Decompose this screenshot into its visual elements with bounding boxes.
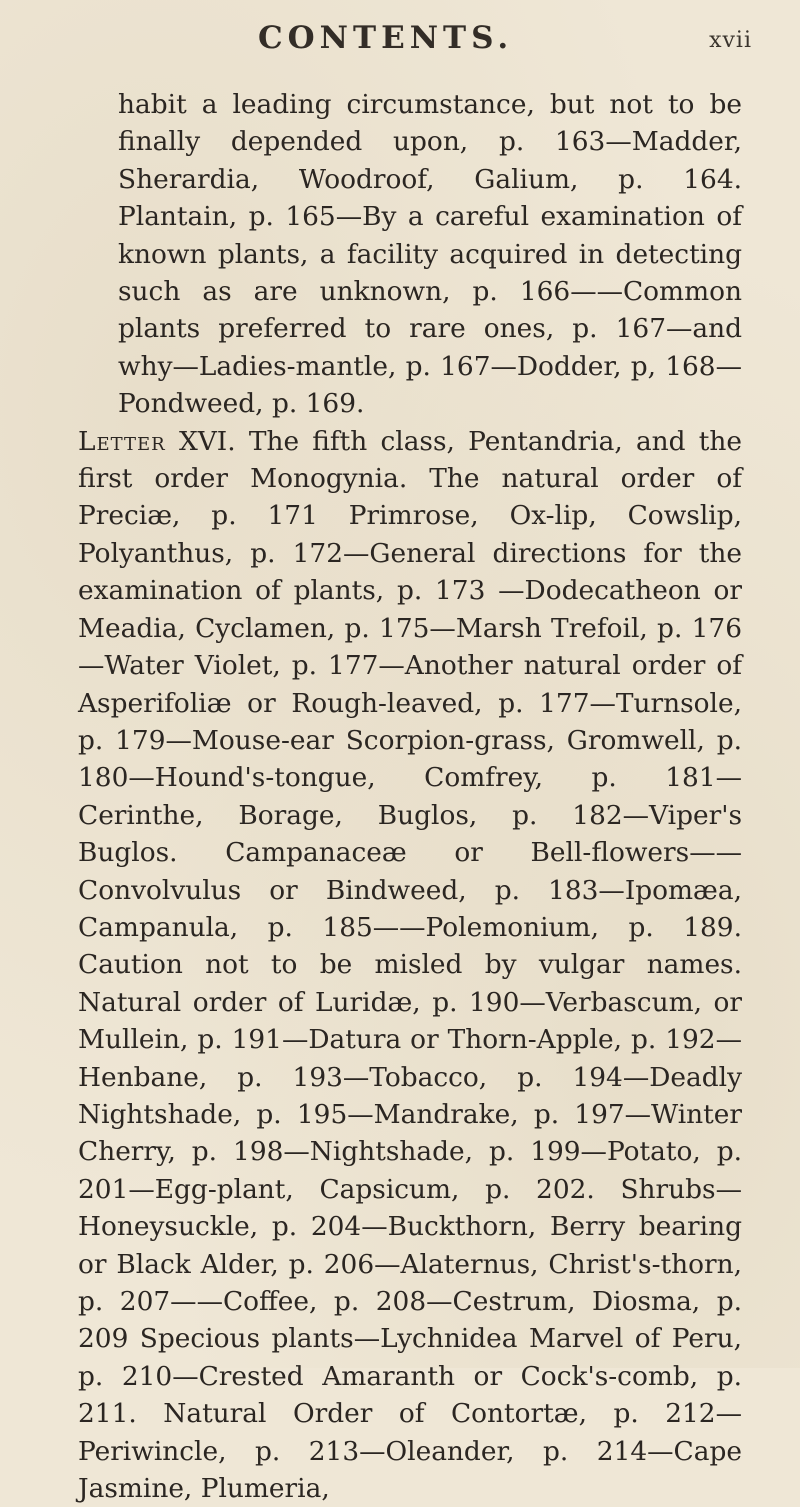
- letter-number: XVI.: [178, 425, 236, 457]
- page-number: xvii: [709, 28, 752, 53]
- letter-summary: The fifth class, Pentandria, and the first order Monogynia. The natural order of Preciæ, p. 171 Primrose, Ox-lip, Cowslip, Polyanthus, p. 172—General directions for the examination of plants, p. 173 —Dodecatheon or Meadia, Cyclamen, p. 175—Marsh Trefoil, p. 176—Water Violet, p. 177—Another natural order of Asperifoliæ or Rough-leaved, p. 177—Turnsole, p. 179—Mouse-ear Scorpion-grass, Gromwell, p. 180—Hound's-tongue, Comfrey, p. 181—Cerinthe, Borage, Buglos, p. 182—Viper's Buglos. Campanaceæ or Bell-flowers——Convolvulus or Bindweed, p. 183—Ipomæa, Campanula, p. 185——Polemonium, p. 189. Caution not to be misled by vulgar names. Natural order of Luridæ, p. 190—Verbascum, or Mullein, p. 191—Datura or Thorn-Apple, p. 192—Henbane, p. 193—Tobacco, p. 194—Deadly Nightshade, p. 195—Mandrake, p. 197—Winter Cherry, p. 198—Nightshade, p. 199—Potato, p. 201—Egg-plant, Capsicum, p. 202. Shrubs—Honeysuckle, p. 204—Buckthorn, Berry bearing or Black Alder, p. 206—Alaternus, Christ's-thorn, p. 207——Coffee, p. 208—Cestrum, Diosma, p. 209 Specious plants—Lychnidea Marvel of Peru, p. 210—Crested Amaranth or Cock's-comb, p. 211. Natural Order of Contortæ, p. 212—Periwincle, p. 213—Oleander, p. 214—Cape Jasmine, Plumeria,: [78, 425, 743, 1505]
- running-title: CONTENTS.: [258, 20, 514, 56]
- running-head: [0, 20, 800, 64]
- paragraph-continued: habit a leading circumstance, but not to be finally depended upon, p. 163—Madder, Sherardia, Woodroof, Galium, p. 164. Plantain, p. 165—By a careful examination of known plants, a facility acquired in detecting such as are unknown, p. 166——Common plants preferred to rare ones, p. 167—and why—Ladies-mantle, p. 167—Dodder, p, 168—Pondweed, p. 169.: [118, 89, 742, 420]
- letter-label: Letter: [78, 425, 166, 457]
- contents-text: [78, 86, 743, 1507]
- letter-entry: [78, 423, 742, 1507]
